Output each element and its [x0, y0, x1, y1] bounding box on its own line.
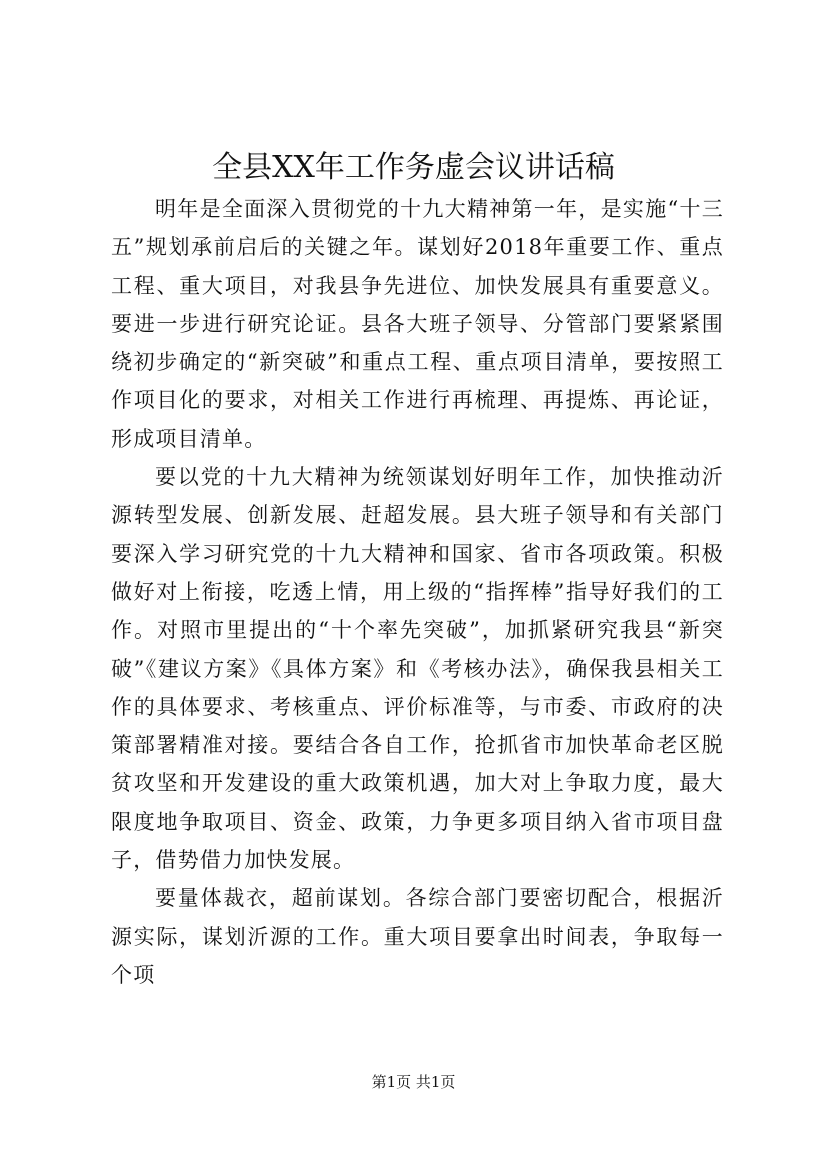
document-body: [111, 190, 724, 994]
paragraph-3: 要量体裁衣，超前谋划。各综合部门要密切配合，根据沂源实际，谋划沂源的工作。重大项目要拿出时间表，争取每一个项: [111, 886, 724, 987]
page-footer: 第1页 共1页: [371, 1073, 456, 1091]
paragraph-2: 要以党的十九大精神为统领谋划好明年工作，加快推动沂源转型发展、创新发展、赶超发展。县大班子领导和有关部门要深入学习研究党的十九大精神和国家、省市各项政策。积极做好对上衔接，吃透上情，用上级的“指挥棒”指导好我们的工作。对照市里提出的“十个率先突破”，加抓紧研究我县“新突破”《建议方案》《具体方案》和《考核办法》，确保我县相关工作的具体要求、考核重点、评价标准等，与市委、市政府的决策部署精准对接。要结合各自工作，抢抓省市加快革命老区脱贫攻坚和开发建设的重大政策机遇，加大对上争取力度，最大限度地争取项目、资金、政策，力争更多项目纳入省市项目盘子，借势借力加快发展。: [111, 465, 724, 873]
document-title: 全县XX年工作务虚会议讲话稿: [212, 150, 615, 185]
paragraph-1: 明年是全面深入贯彻党的十九大精神第一年，是实施“十三五”规划承前启后的关键之年。谋划好2018年重要工作、重点工程、重大项目，对我县争先进位、加快发展具有重要意义。要进一步进行研究论证。县各大班子领导、分管部门要紧紧围绕初步确定的“新突破”和重点工程、重点项目清单，要按照工作项目化的要求，对相关工作进行再梳理、再提炼、再论证，形成项目清单。: [111, 197, 724, 451]
